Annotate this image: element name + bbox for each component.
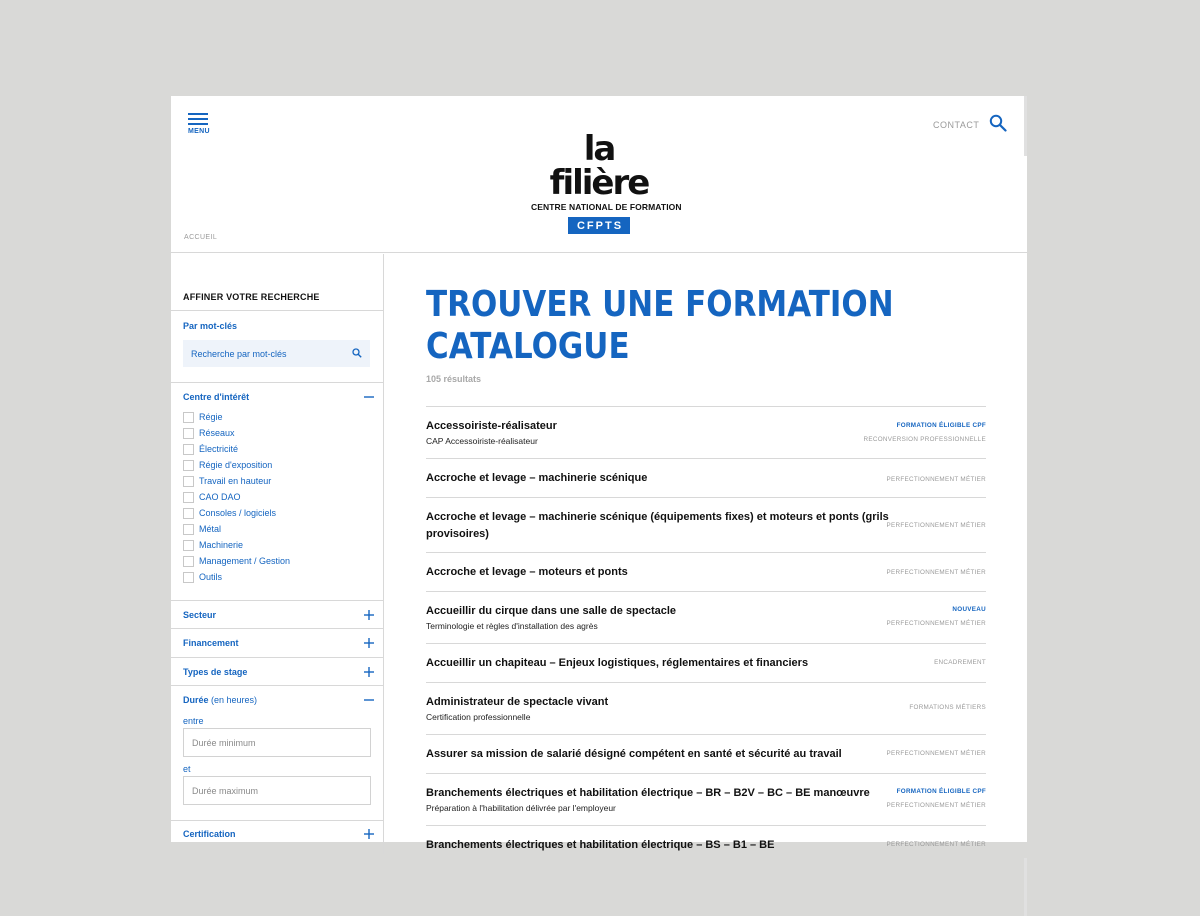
checkbox[interactable]: [183, 508, 194, 519]
category-tag: PERFECTIONNEMENT MÉTIER: [886, 841, 986, 848]
checkbox[interactable]: [183, 428, 194, 439]
site-header: [171, 96, 1027, 253]
category-tag: PERFECTIONNEMENT MÉTIER: [886, 750, 986, 757]
breadcrumb[interactable]: ACCUEIL: [184, 234, 218, 241]
list-item[interactable]: Accueillir un chapiteau – Enjeux logistiques, réglementaires et financiers ENCADREMENT: [426, 643, 986, 682]
and-label: et: [183, 764, 191, 774]
list-item[interactable]: Administrateur de spectacle vivant Certification professionnelle FORMATIONS MÉTIERS: [426, 682, 986, 734]
search-icon[interactable]: [989, 114, 1007, 132]
duration-max-input[interactable]: [183, 776, 371, 805]
list-item[interactable]: Accessoiriste-réalisateur CAP Accessoiriste-réalisateur FORMATION ÉLIGIBLE CPF RECONVERSION PROFESSIONNELLE: [426, 406, 986, 458]
scrollbar[interactable]: [1024, 858, 1027, 916]
category-tag: PERFECTIONNEMENT MÉTIER: [886, 802, 986, 809]
plus-icon[interactable]: [363, 666, 375, 678]
list-item[interactable]: Branchements électriques et habilitation électrique – BR – B2V – BC – BE manœuvre Préparation à l'habilitation délivrée par l'employeur FORMATION ÉLIGIBLE CPF PERFECTIONNEMENT MÉTIER: [426, 773, 986, 825]
search-icon[interactable]: [352, 348, 362, 358]
interest-label[interactable]: Centre d'intérêt: [183, 392, 250, 402]
sector-label[interactable]: Secteur: [183, 610, 217, 620]
scrollbar[interactable]: [1024, 96, 1027, 156]
keyword-search[interactable]: [183, 340, 370, 367]
menu-label: MENU: [188, 128, 210, 135]
checkbox-management[interactable]: Management / Gestion: [183, 554, 290, 568]
cpf-badge: FORMATION ÉLIGIBLE CPF: [896, 788, 986, 795]
menu-button[interactable]: [188, 113, 212, 135]
checkbox-consoles[interactable]: Consoles / logiciels: [183, 506, 276, 520]
keyword-input[interactable]: [183, 340, 343, 367]
category-tag: PERFECTIONNEMENT MÉTIER: [886, 620, 986, 627]
menu-icon: [188, 113, 208, 115]
site-logo[interactable]: [531, 129, 682, 234]
results-count: 105 résultats: [426, 374, 482, 384]
checkbox-electricite[interactable]: Électricité: [183, 442, 238, 456]
keyword-label: Par mot-clés: [183, 321, 238, 331]
list-item[interactable]: Accroche et levage – machinerie scénique PERFECTIONNEMENT MÉTIER: [426, 458, 986, 497]
page-frame: [171, 96, 1027, 851]
category-tag: FORMATIONS MÉTIERS: [909, 704, 986, 711]
divider: [171, 600, 384, 601]
checkbox-reseaux[interactable]: Réseaux: [183, 426, 235, 440]
checkbox[interactable]: [183, 412, 194, 423]
checkbox[interactable]: [183, 540, 194, 551]
category-tag: PERFECTIONNEMENT MÉTIER: [886, 522, 986, 529]
checkbox-regie[interactable]: Régie: [183, 410, 223, 424]
contact-link[interactable]: CONTACT: [933, 120, 980, 130]
checkbox-machinerie[interactable]: Machinerie: [183, 538, 243, 552]
certification-label[interactable]: Certification: [183, 829, 236, 839]
logo-badge: CFPTS: [568, 217, 630, 234]
between-label: entre: [183, 716, 204, 726]
checkbox-regie-exposition[interactable]: Régie d'exposition: [183, 458, 272, 472]
duration-label[interactable]: Durée (en heures): [183, 695, 258, 705]
list-item[interactable]: Branchements électriques et habilitation électrique – BS – B1 – BE PERFECTIONNEMENT MÉTIER: [426, 825, 986, 864]
duration-min-input[interactable]: [183, 728, 371, 757]
category-tag: ENCADREMENT: [934, 659, 986, 666]
checkbox[interactable]: [183, 524, 194, 535]
divider: [171, 685, 384, 686]
logo-wordmark: la filière: [549, 129, 649, 203]
category-tag: RECONVERSION PROFESSIONNELLE: [863, 436, 986, 443]
page-title: TROUVER UNE FORMATION CATALOGUE: [426, 284, 894, 367]
category-tag: PERFECTIONNEMENT MÉTIER: [886, 569, 986, 576]
minus-icon[interactable]: [363, 391, 375, 403]
divider: [171, 382, 384, 383]
results-main: [385, 254, 1027, 854]
filter-title: AFFINER VOTRE RECHERCHE: [183, 292, 320, 302]
results-list: [426, 406, 986, 864]
minus-icon[interactable]: [363, 694, 375, 706]
checkbox-travail-hauteur[interactable]: Travail en hauteur: [183, 474, 271, 488]
checkbox[interactable]: [183, 492, 194, 503]
checkbox[interactable]: [183, 460, 194, 471]
category-tag: PERFECTIONNEMENT MÉTIER: [886, 476, 986, 483]
funding-label[interactable]: Financement: [183, 638, 239, 648]
divider: [171, 820, 384, 821]
checkbox[interactable]: [183, 556, 194, 567]
checkbox-outils[interactable]: Outils: [183, 570, 222, 584]
plus-icon[interactable]: [363, 609, 375, 621]
list-item[interactable]: Accroche et levage – machinerie scénique (équipements fixes) et moteurs et ponts (grils provisoires) PERFECTIONNEMENT MÉTIER: [426, 497, 986, 552]
filter-sidebar: [171, 254, 384, 854]
new-badge: NOUVEAU: [952, 606, 986, 613]
list-item[interactable]: Accroche et levage – moteurs et ponts PERFECTIONNEMENT MÉTIER: [426, 552, 986, 591]
cpf-badge: FORMATION ÉLIGIBLE CPF: [896, 422, 986, 429]
checkbox-metal[interactable]: Métal: [183, 522, 221, 536]
stage-type-label[interactable]: Types de stage: [183, 667, 248, 677]
list-item[interactable]: Assurer sa mission de salarié désigné compétent en santé et sécurité au travail PERFECTIONNEMENT MÉTIER: [426, 734, 986, 773]
checkbox-cao-dao[interactable]: CAO DAO: [183, 490, 241, 504]
divider: [171, 628, 384, 629]
plus-icon[interactable]: [363, 637, 375, 649]
logo-subtitle: CENTRE NATIONAL DE FORMATION: [531, 202, 682, 212]
plus-icon[interactable]: [363, 828, 375, 840]
checkbox[interactable]: [183, 572, 194, 583]
divider: [171, 657, 384, 658]
list-item[interactable]: Accueillir du cirque dans une salle de spectacle Terminologie et règles d'installation des agrès NOUVEAU PERFECTIONNEMENT MÉTIER: [426, 591, 986, 643]
divider: [171, 310, 384, 311]
checkbox[interactable]: [183, 476, 194, 487]
checkbox[interactable]: [183, 444, 194, 455]
